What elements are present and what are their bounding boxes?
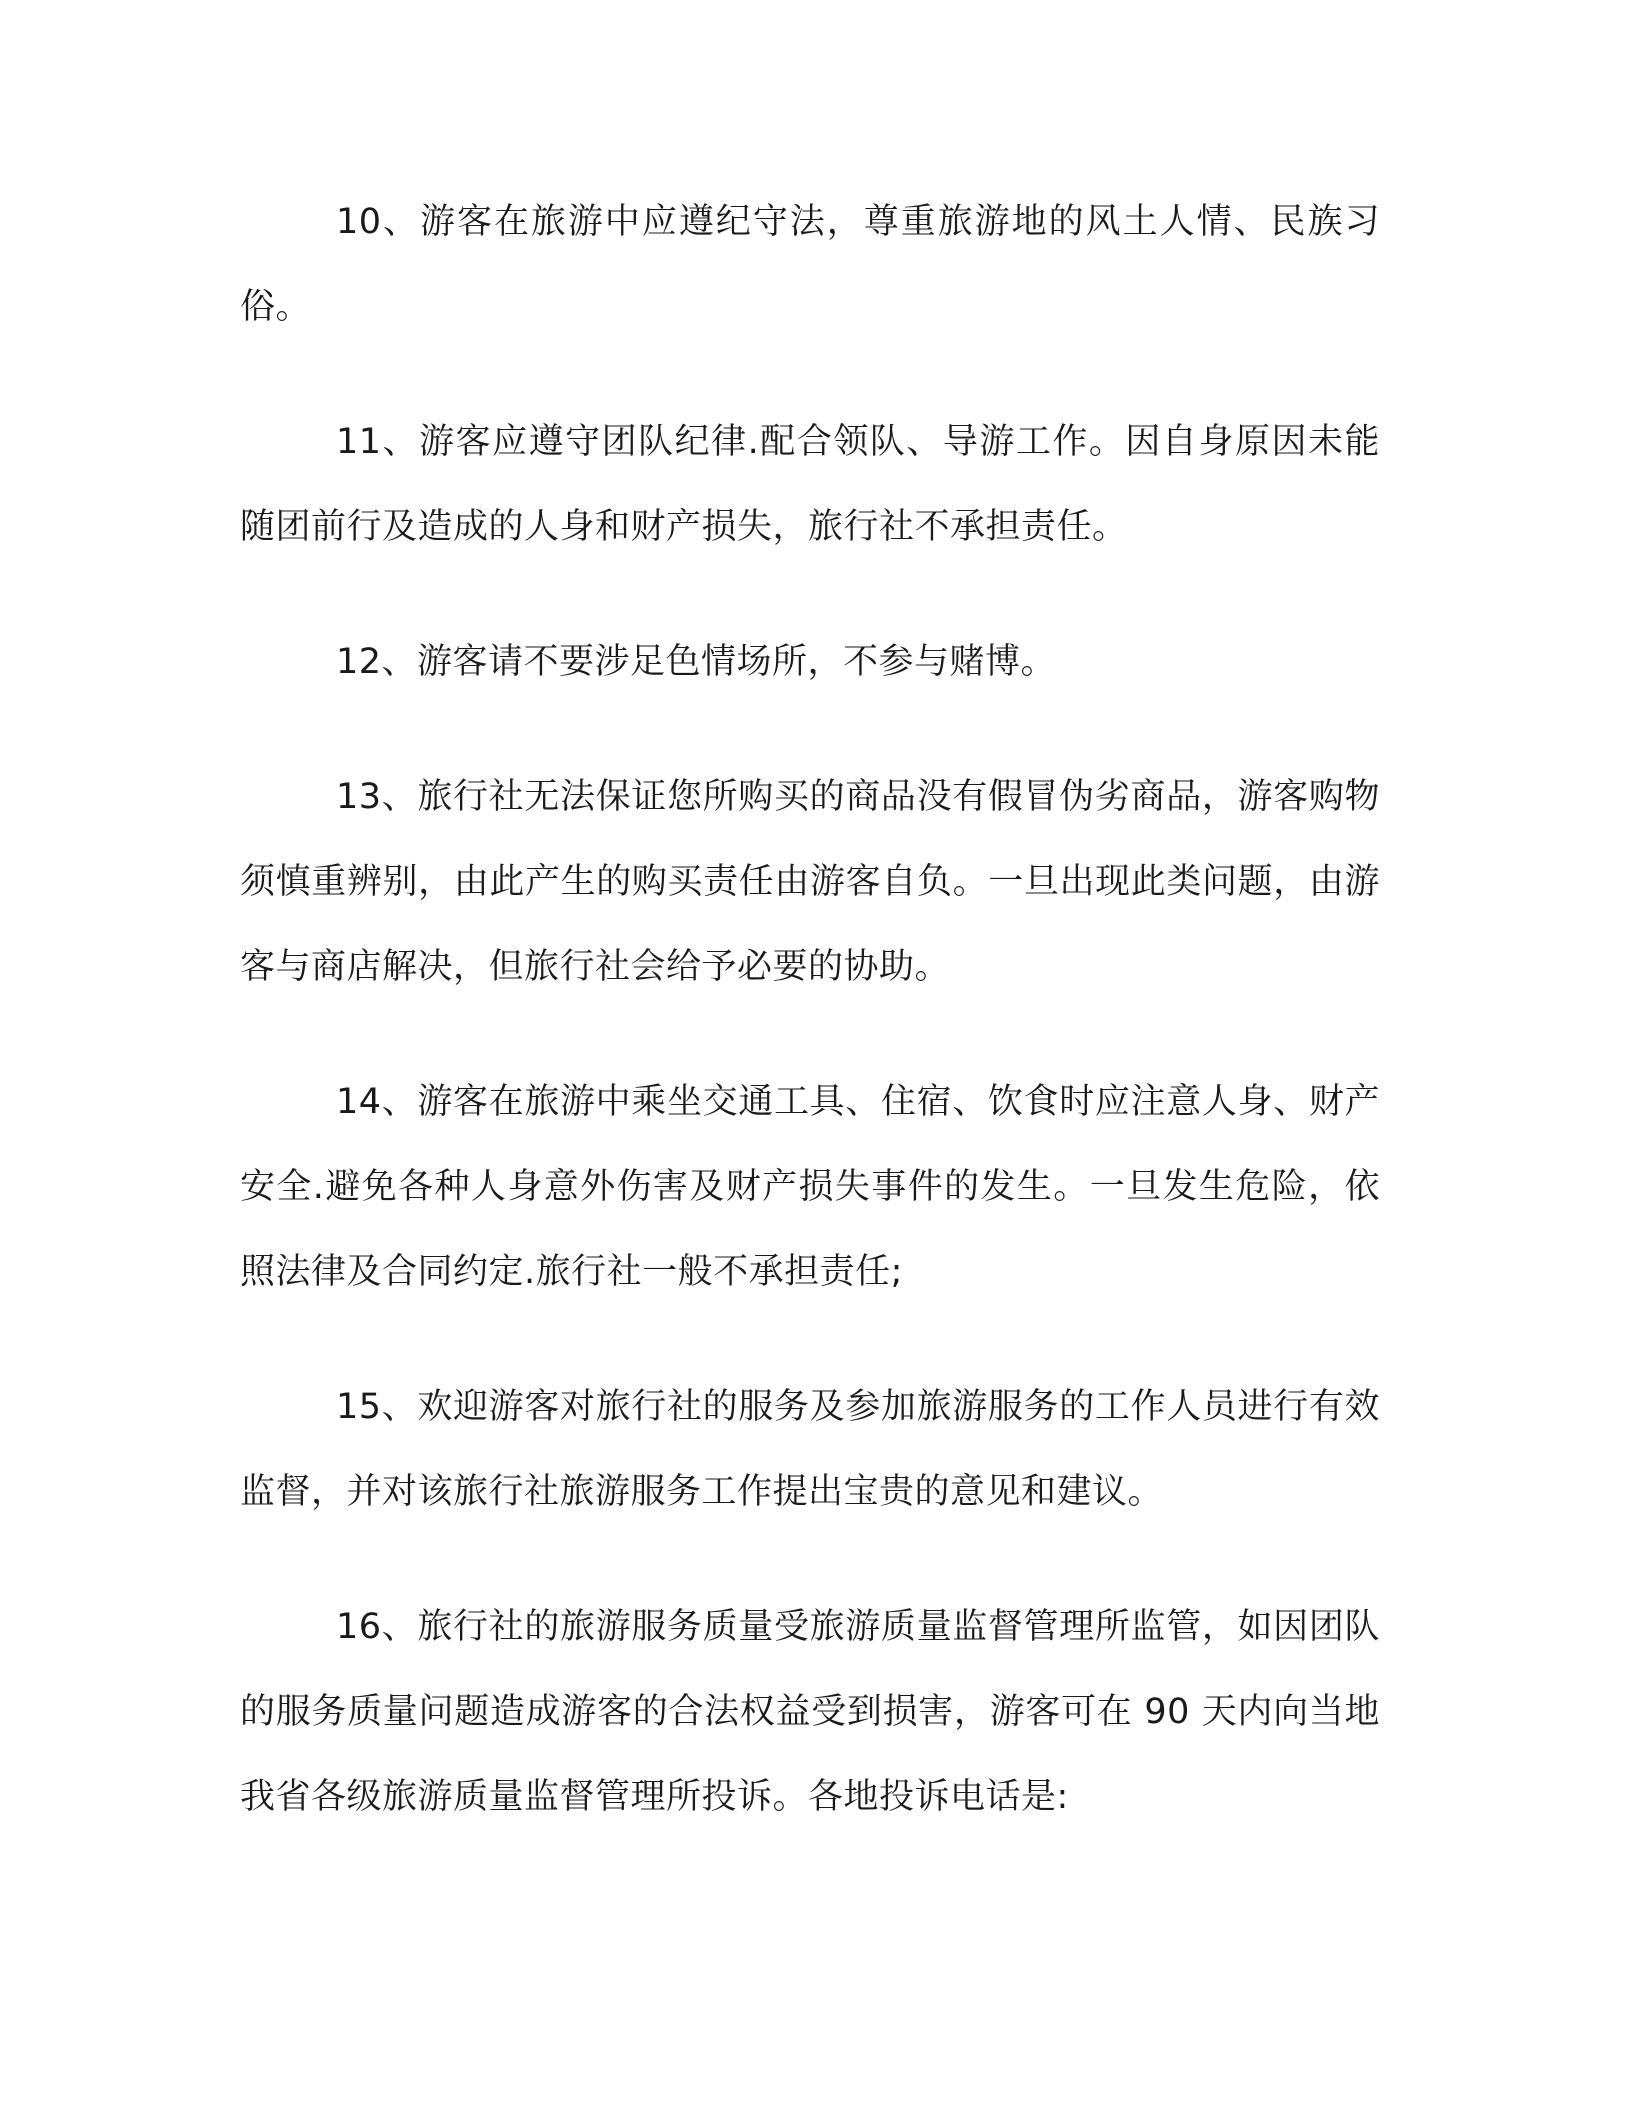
paragraph-14: 14、游客在旅游中乘坐交通工具、住宿、饮食时应注意人身、财产安全.避免各种人身意外伤害及财产损失事件的发生。一旦发生危险，依照法律及合同约定.旅行社一般不承担责任; (240, 1082, 1380, 1292)
paragraph-12: 12、游客请不要涉足色情场所，不参与赌博。 (336, 642, 1057, 682)
paragraph-13: 13、旅行社无法保证您所购买的商品没有假冒伪劣商品，游客购物须慎重辨别，由此产生的购买责任由游客自负。一旦出现此类问题，由游客与商店解决，但旅行社会给予必要的协助。 (240, 777, 1380, 987)
paragraph-10: 10、游客在旅游中应遵纪守法，尊重旅游地的风土人情、民族习俗。 (240, 202, 1380, 327)
document-body (240, 180, 1380, 1890)
paragraph-11: 11、游客应遵守团队纪律.配合领队、导游工作。因自身原因未能随团前行及造成的人身和财产损失，旅行社不承担责任。 (240, 422, 1380, 547)
paragraph-15: 15、欢迎游客对旅行社的服务及参加旅游服务的工作人员进行有效监督，并对该旅行社旅游服务工作提出宝贵的意见和建议。 (240, 1387, 1380, 1512)
paragraph-16: 16、旅行社的旅游服务质量受旅游质量监督管理所监管，如因团队的服务质量问题造成游客的合法权益受到损害，游客可在 90 天内向当地我省各级旅游质量监督管理所投诉。各地投诉电话是: (240, 1607, 1380, 1817)
